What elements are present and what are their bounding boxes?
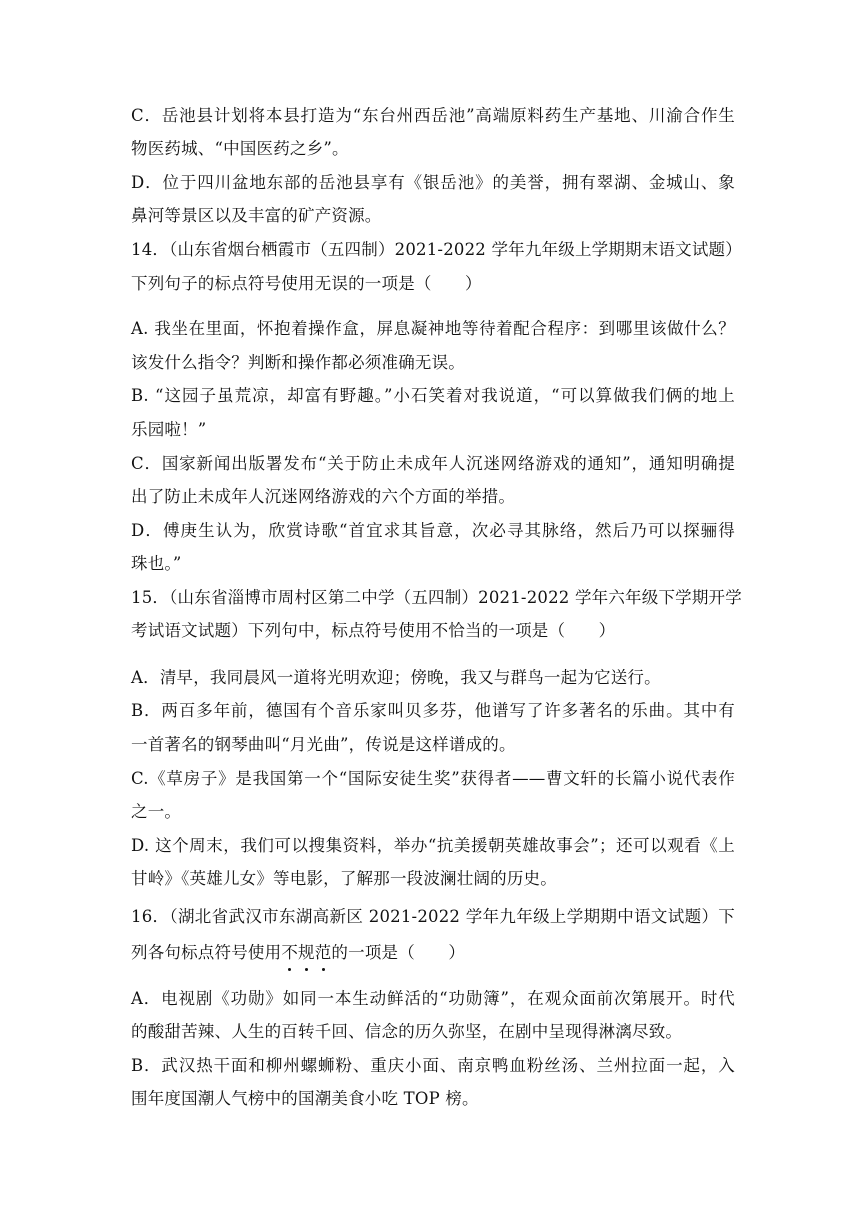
text-line: D．位于四川盆地东部的岳池县享有《银岳池》的美誉，拥有翠湖、金城山、象 xyxy=(131,173,735,192)
option-line: A．清早，我同晨风一道将光明欢迎；傍晚，我又与群鸟一起为它送行。 xyxy=(131,668,661,687)
question-14-header: 14．（山东省烟台栖霞市（五四制）2021-2022 学年九年级上学期期末语文试题） xyxy=(131,240,742,259)
prompt-text-before: 列各句标点符号使用 xyxy=(131,943,282,962)
option-line: B．武汉热干面和柳州螺蛳粉、重庆小面、南京鸭血粉丝汤、兰州拉面一起，入 xyxy=(131,1056,735,1075)
option-line: 之一。 xyxy=(131,802,182,821)
option-line: 的酸甜苦辣、人生的百转千回、信念的历久弥坚，在剧中呈现得淋漓尽致。 xyxy=(131,1022,683,1041)
option-line: 乐园啦！” xyxy=(131,420,207,439)
option-line: C．国家新闻出版署发布“关于防止未成年人沉迷网络游戏的通知”，通知明确提 xyxy=(131,454,735,473)
question-16-prompt xyxy=(131,942,735,964)
option-line: 出了防止未成年人沉迷网络游戏的六个方面的举措。 xyxy=(131,487,516,506)
option-line: 甘岭》《英雄儿女》等电影，了解那一段波澜壮阔的历史。 xyxy=(131,869,557,888)
text-line: 物医药城、“中国医药之乡”。 xyxy=(131,139,349,158)
option-line: D. 这个周末，我们可以搜集资料，举办“抗美援朝英雄故事会”；还可以观看《上 xyxy=(131,836,735,855)
option-line: D．傅庚生认为，欣赏诗歌“首宜求其旨意，次必寻其脉络，然后乃可以探骊得 xyxy=(131,521,735,540)
option-line: B. “这园子虽荒凉，却富有野趣。”小石笑着对我说道，“可以算做我们俩的地上 xyxy=(131,386,735,405)
option-line: A．电视剧《功勋》如同一本生动鲜活的“功勋簿”，在观众面前次第展开。时代 xyxy=(131,989,735,1008)
option-line: C.《草房子》是我国第一个“国际安徒生奖”获得者——曹文轩的长篇小说代表作 xyxy=(131,769,735,788)
emphasis-dot-char: 不 xyxy=(281,943,299,962)
option-line: 围年度国潮人气榜中的国潮美食小吃 TOP 榜。 xyxy=(131,1089,479,1108)
question-16-header: 16．（湖北省武汉市东湖高新区 2021-2022 学年九年级上学期期中语文试题）下 xyxy=(131,907,735,926)
question-15-header: 15．（山东省淄博市周村区第二中学（五四制）2021-2022 学年六年级下学期开学 xyxy=(131,588,742,607)
option-line: 该发什么指令？判断和操作都必须准确无误。 xyxy=(131,353,465,372)
emphasis-dot-char: 范 xyxy=(314,943,332,962)
option-line: B．两百多年前，德国有个音乐家叫贝多芬，他谱写了许多著名的乐曲。其中有 xyxy=(131,701,735,720)
question-15-prompt: 考试语文试题）下列句中，标点符号使用不恰当的一项是（ ） xyxy=(131,621,616,640)
option-line: 一首著名的钢琴曲叫“月光曲”，传说是这样谱成的。 xyxy=(131,735,516,754)
emphasis-dotted-text xyxy=(281,943,331,962)
text-line: 鼻河等景区以及丰富的矿产资源。 xyxy=(131,206,382,225)
text-line: C．岳池县计划将本县打造为“东台州西岳池”高端原料药生产基地、川渝合作生 xyxy=(131,106,735,125)
emphasis-dot-char: 规 xyxy=(298,943,315,962)
option-line: A. 我坐在里面，怀抱着操作盒，屏息凝神地等待着配合程序：到哪里该做什么？ xyxy=(131,319,735,338)
prompt-text-after: 的一项是（ ） xyxy=(331,943,466,962)
option-line: 珠也。” xyxy=(131,554,182,573)
question-14-prompt: 下列句子的标点符号使用无误的一项是（ ） xyxy=(131,274,482,293)
